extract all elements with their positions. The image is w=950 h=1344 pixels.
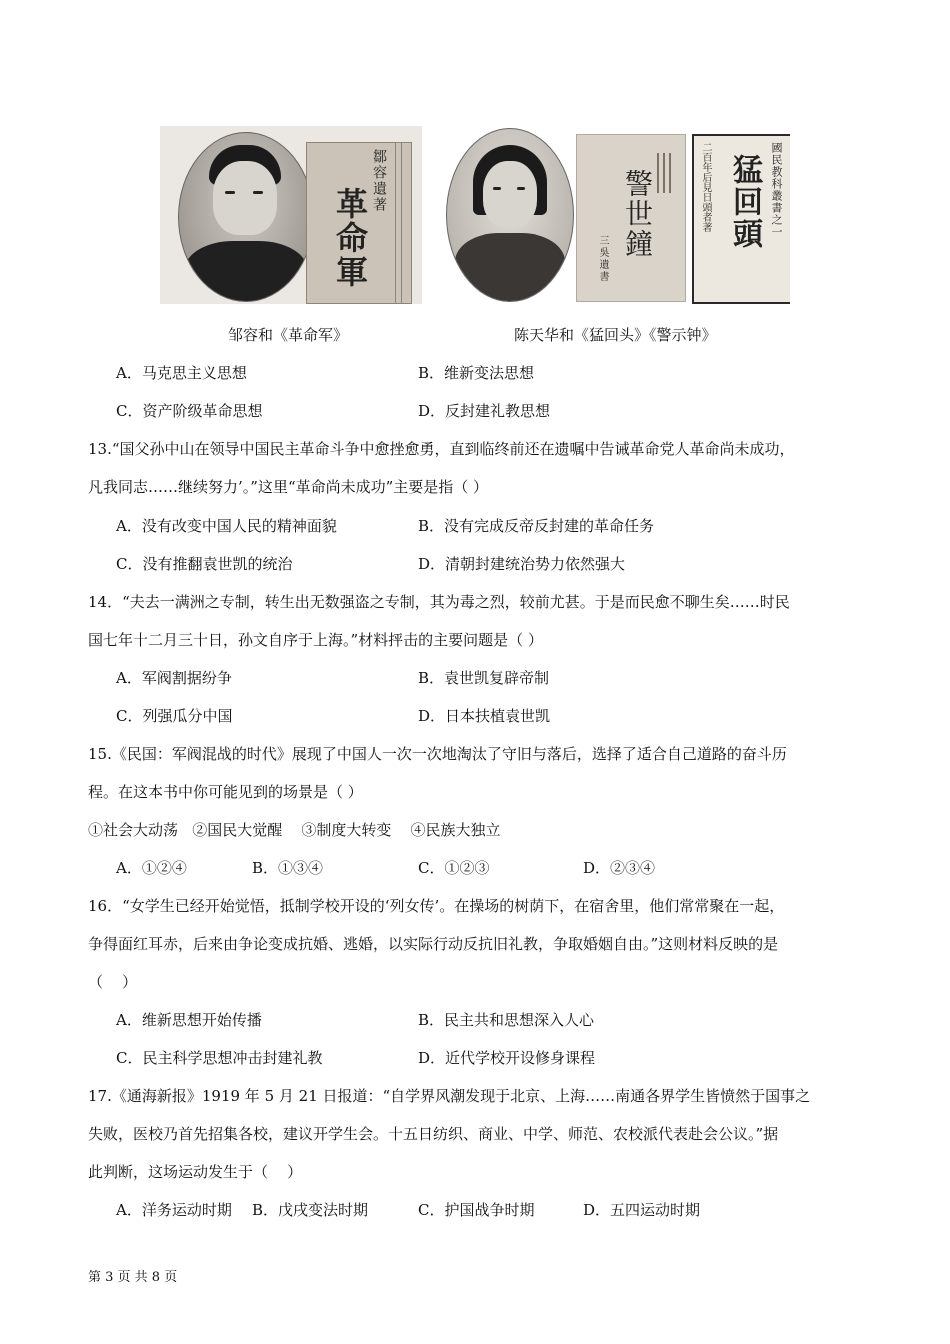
q13-option-d: D．清朝封建统治势力依然强大 <box>418 555 626 573</box>
q16-option-a: A．维新思想开始传播 <box>116 1011 262 1029</box>
q16-option-c: C．民主科学思想冲击封建礼教 <box>116 1049 323 1067</box>
q16-option-d: D．近代学校开设修身课程 <box>418 1049 596 1067</box>
q16-stem-line1: 16．“女学生已经开始觉悟，抵制学校开设的‘列女传’。在操场的树荫下，在宿舍里，他们常常聚在一起， <box>88 897 785 915</box>
q17-stem-line1: 17.《通海新报》1919 年 5 月 21 日报道：“自学界风潮发现于北京、上海……南通各界学生皆愤然于国事之 <box>88 1087 811 1105</box>
chentianhua-figure <box>446 126 790 304</box>
menghui-tou-small: 二百年后見日頭者著 <box>700 142 711 232</box>
geming-jun-book <box>306 142 412 304</box>
q14-option-d: D．日本扶植袁世凯 <box>418 707 551 725</box>
q15-option-b: B．①③④ <box>252 859 324 877</box>
q12-option-a: A．马克思主义思想 <box>116 364 247 382</box>
q13-option-c: C．没有推翻袁世凯的统治 <box>116 555 293 573</box>
geming-jun-title: 革命軍 <box>331 187 369 289</box>
q15-stem-line1: 15.《民国：军阀混战的时代》展现了中国人一次一次地淘汰了守旧与落后，选择了适合自己道路的奋斗历 <box>88 745 787 763</box>
q17-option-d: D．五四运动时期 <box>583 1201 701 1219</box>
menghui-tou-side: 國民教科叢書之一 <box>770 142 783 238</box>
jingshi-zhong-book <box>576 134 686 302</box>
q15-stem-line2: 程。在这本书中你可能见到的场景是（ ） <box>88 783 363 801</box>
q12-option-d: D．反封建礼教思想 <box>418 402 551 420</box>
q16-stem-line3: （ ） <box>88 973 138 991</box>
q14-option-c: C．列强瓜分中国 <box>116 707 233 725</box>
q15-items: ①社会大动荡 ②国民大觉醒 ③制度大转变 ④民族大独立 <box>88 821 501 839</box>
q15-option-d: D．②③④ <box>583 859 656 877</box>
q14-option-a: A．军阀割据纷争 <box>116 669 232 687</box>
q13-option-b: B．没有完成反帝反封建的革命任务 <box>418 517 655 535</box>
q13-option-a: A．没有改变中国人民的精神面貌 <box>116 517 337 535</box>
zourong-figure <box>160 126 422 304</box>
q13-stem-line2: 凡我同志……继续努力’。”这里“革命尚未成功”主要是指（ ） <box>88 478 489 496</box>
q17-stem-line2: 失败，医校乃首先招集各校，建议开学生会。十五日纺织、商业、中学、师范、农校派代表赴会公议。”据 <box>88 1125 779 1143</box>
q13-stem-line1: 13.“国父孙中山在领导中国民主革命斗争中愈挫愈勇，直到临终前还在遗嘱中告诫革命党人革命尚未成功， <box>88 440 795 458</box>
q14-stem-line1: 14．“夫去一满洲之专制，转生出无数强盗之专制，其为毒之烈，较前尤甚。于是而民愈不聊生矣……时民 <box>88 593 790 611</box>
q15-option-a: A．①②④ <box>116 859 187 877</box>
jingshi-zhong-title: 警世鐘 <box>621 169 654 259</box>
jingshi-zhong-small: 三吳遺書 <box>597 235 608 283</box>
menghui-tou-title: 猛回頭 <box>727 154 762 250</box>
menghui-tou-book <box>692 134 790 304</box>
caption-right: 陈天华和《猛回头》《警示钟》 <box>514 326 717 344</box>
q14-stem-line2: 国七年十二月三十日，孙文自序于上海。”材料抨击的主要问题是（ ） <box>88 631 543 649</box>
q17-option-c: C．护国战争时期 <box>418 1201 535 1219</box>
q14-option-b: B．袁世凯复辟帝制 <box>418 669 550 687</box>
geming-jun-author: 鄒容遺著 <box>371 149 387 213</box>
q15-option-c: C．①②③ <box>418 859 490 877</box>
q17-option-b: B．戊戌变法时期 <box>252 1201 369 1219</box>
caption-left: 邹容和《革命军》 <box>228 326 349 344</box>
q12-option-b: B．维新变法思想 <box>418 364 535 382</box>
q17-stem-line3: 此判断，这场运动发生于（ ） <box>88 1163 303 1181</box>
q16-stem-line2: 争得面红耳赤，后来由争论变成抗婚、逃婚，以实际行动反抗旧礼教，争取婚姻自由。”这则材料反映的是 <box>88 935 779 953</box>
q16-option-b: B．民主共和思想深入人心 <box>418 1011 595 1029</box>
q17-option-a: A．洋务运动时期 <box>116 1201 232 1219</box>
chentianhua-portrait <box>446 128 574 302</box>
zourong-portrait <box>178 132 314 302</box>
q12-option-c: C．资产阶级革命思想 <box>116 402 263 420</box>
page-number: 第 3 页 共 8 页 <box>88 1270 178 1285</box>
